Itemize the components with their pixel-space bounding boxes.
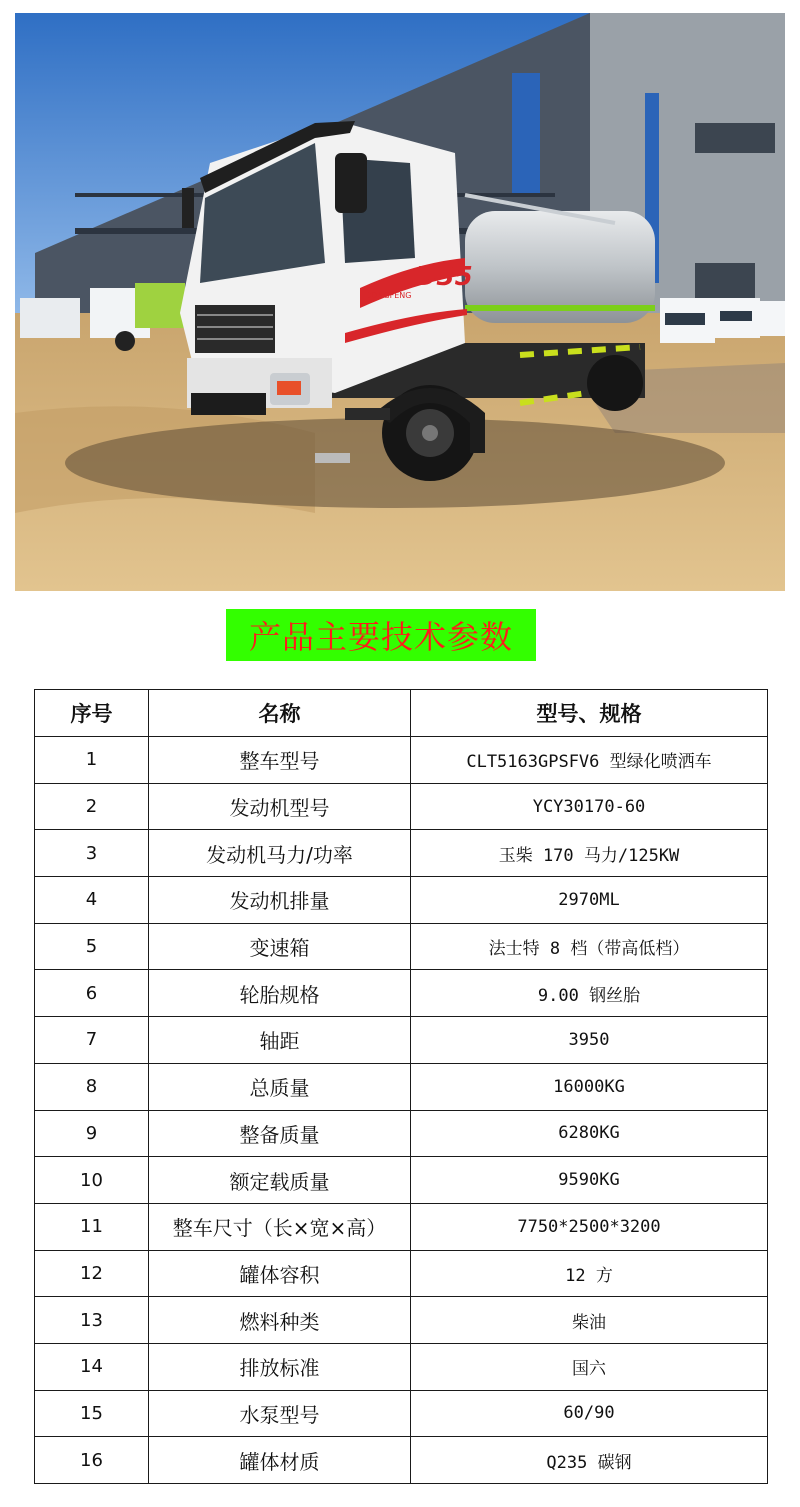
row-name: 罐体容积 — [149, 1250, 411, 1297]
row-spec: 柴油 — [411, 1297, 768, 1344]
truck-photo-illustration — [15, 13, 785, 591]
section-heading: 产品主要技术参数 — [226, 609, 536, 661]
row-no: 13 — [35, 1297, 149, 1344]
row-name: 整备质量 — [149, 1110, 411, 1157]
row-spec: 9590KG — [411, 1157, 768, 1204]
row-no: 8 — [35, 1063, 149, 1110]
table-row — [35, 923, 768, 970]
row-name: 轮胎规格 — [149, 970, 411, 1017]
row-spec: 2970ML — [411, 877, 768, 924]
table-header-row — [35, 690, 768, 737]
row-spec: 国六 — [411, 1343, 768, 1390]
row-name: 罐体材质 — [149, 1437, 411, 1484]
table-row — [35, 1297, 768, 1344]
row-no: 10 — [35, 1157, 149, 1204]
row-no: 3 — [35, 830, 149, 877]
row-spec: CLT5163GPSFV6 型绿化喷洒车 — [411, 737, 768, 784]
row-name: 轴距 — [149, 1017, 411, 1064]
header-name: 名称 — [149, 690, 411, 737]
table-row — [35, 737, 768, 784]
row-spec: 7750*2500*3200 — [411, 1203, 768, 1250]
row-spec: 玉柴 170 马力/125KW — [411, 830, 768, 877]
table-row — [35, 1063, 768, 1110]
row-no: 9 — [35, 1110, 149, 1157]
table-row — [35, 1203, 768, 1250]
table-row — [35, 1390, 768, 1437]
table-row — [35, 1250, 768, 1297]
row-spec: 6280KG — [411, 1110, 768, 1157]
row-name: 整车尺寸（长×宽×高） — [149, 1203, 411, 1250]
row-spec: Q235 碳钢 — [411, 1437, 768, 1484]
row-no: 12 — [35, 1250, 149, 1297]
row-no: 15 — [35, 1390, 149, 1437]
row-name: 整车型号 — [149, 737, 411, 784]
row-no: 6 — [35, 970, 149, 1017]
table-row — [35, 1017, 768, 1064]
row-no: 14 — [35, 1343, 149, 1390]
row-no: 7 — [35, 1017, 149, 1064]
row-name: 排放标准 — [149, 1343, 411, 1390]
table-row — [35, 970, 768, 1017]
table-row — [35, 783, 768, 830]
row-name: 发动机型号 — [149, 783, 411, 830]
row-name: 发动机排量 — [149, 877, 411, 924]
row-no: 11 — [35, 1203, 149, 1250]
door-badge: D35 — [415, 262, 473, 292]
row-no: 5 — [35, 923, 149, 970]
table-row — [35, 1110, 768, 1157]
row-no: 4 — [35, 877, 149, 924]
row-spec: 60/90 — [411, 1390, 768, 1437]
row-spec: 法士特 8 档（带高低档） — [411, 923, 768, 970]
row-no: 16 — [35, 1437, 149, 1484]
header-no: 序号 — [35, 690, 149, 737]
table-row — [35, 830, 768, 877]
table-row — [35, 1157, 768, 1204]
row-no: 1 — [35, 737, 149, 784]
row-spec: 12 方 — [411, 1250, 768, 1297]
row-no: 2 — [35, 783, 149, 830]
row-name: 总质量 — [149, 1063, 411, 1110]
table-row — [35, 1343, 768, 1390]
door-brand: DONGFENG — [365, 291, 412, 300]
row-spec: 9.00 钢丝胎 — [411, 970, 768, 1017]
table-row — [35, 877, 768, 924]
row-name: 发动机马力/功率 — [149, 830, 411, 877]
row-spec: 3950 — [411, 1017, 768, 1064]
row-spec: YCY30170-60 — [411, 783, 768, 830]
spec-table — [34, 689, 768, 1484]
header-spec: 型号、规格 — [411, 690, 768, 737]
row-name: 水泵型号 — [149, 1390, 411, 1437]
truck-photo — [15, 13, 785, 591]
table-row — [35, 1437, 768, 1484]
row-name: 额定载质量 — [149, 1157, 411, 1204]
row-name: 变速箱 — [149, 923, 411, 970]
row-name: 燃料种类 — [149, 1297, 411, 1344]
row-spec: 16000KG — [411, 1063, 768, 1110]
